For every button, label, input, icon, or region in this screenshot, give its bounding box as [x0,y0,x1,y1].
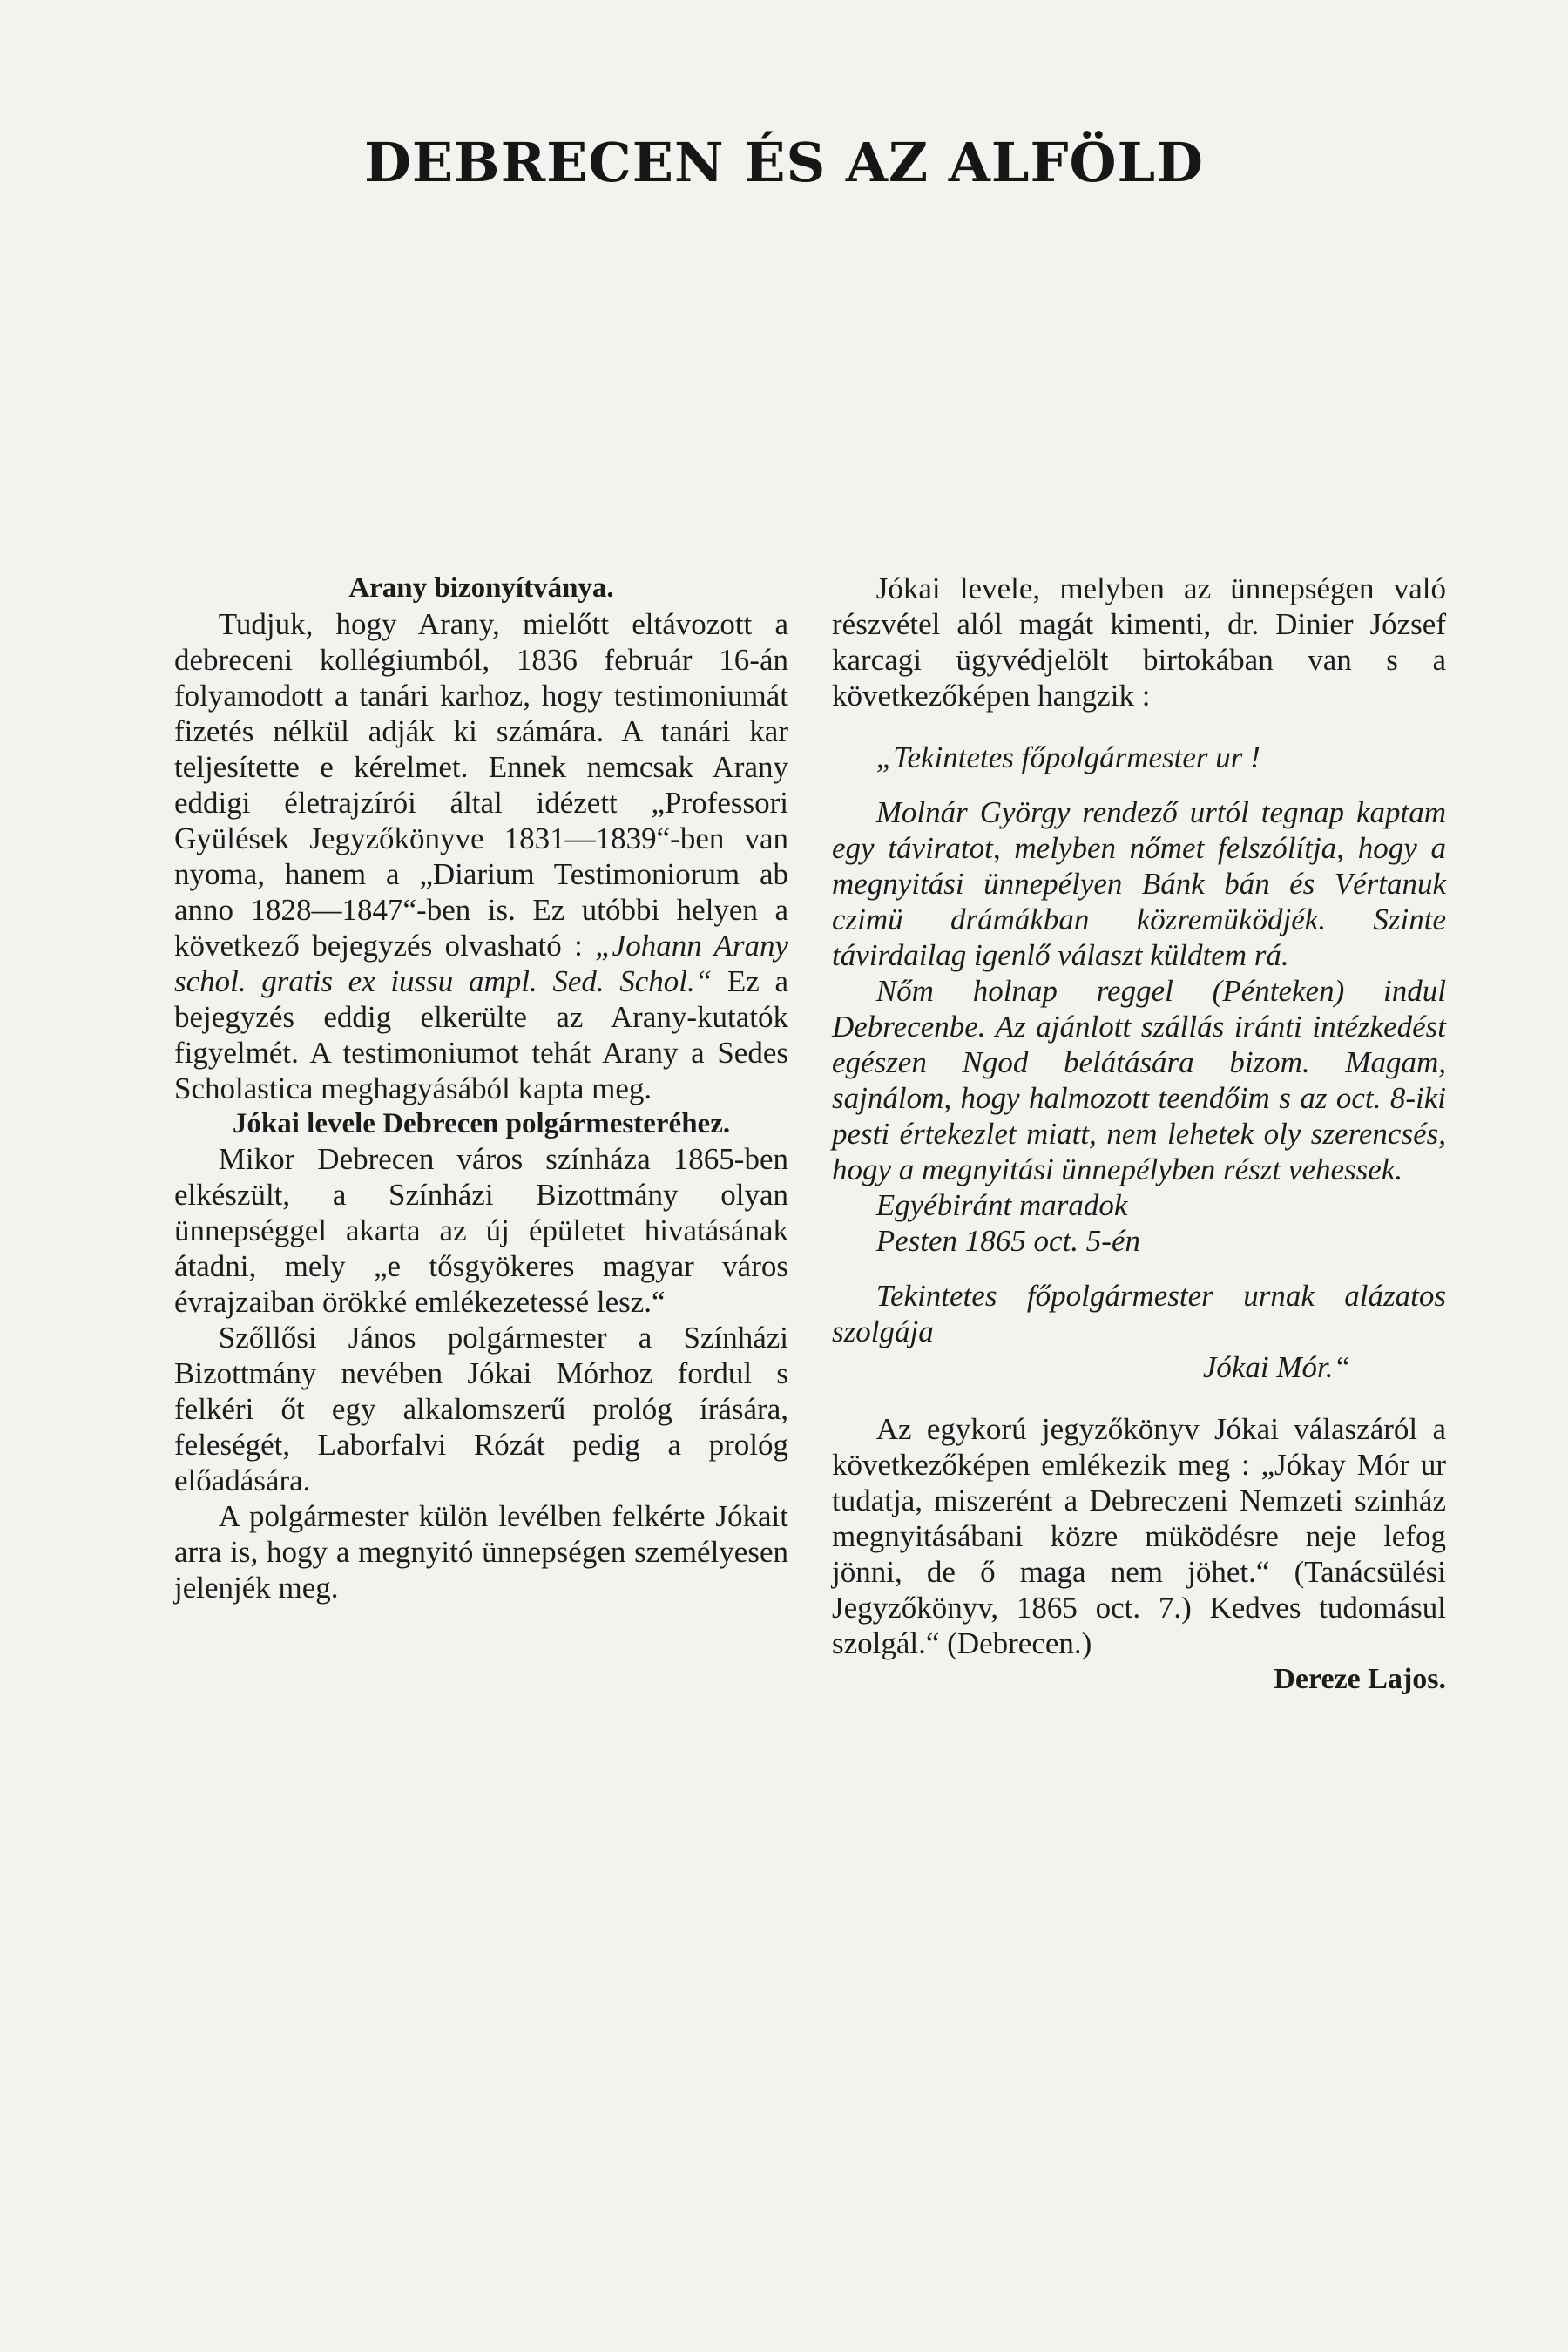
paragraph-arany [174,606,788,1106]
paragraph-mayor: Szőllősi János polgármester a Színházi Bizottmány nevében Jókai Mórhoz fordul s felkéri őt egy alkalomszerű prológ írására, feleségét, Laborfalvi Rózát pedig a prológ előadására. [174,1321,788,1497]
latin-quote: „Johann Arany schol. gratis ex iussu ampl. Sed. Schol.“ [174,929,788,998]
paragraph-theatre: Mikor Debrecen város színháza 1865-ben elkészült, a Színházi Bizottmány olyan ünnepséggel akarta az új épületet hivatásának átadni, mely „e tősgyökeres magyar város évrajzaiban örökké emlékezetessé lesz.“ [174,1142,788,1319]
section-heading-arany: Arany bizonyítványa. [348,572,614,604]
right-column [832,571,1446,1697]
letter-salutation: „Tekintetes főpolgármester ur ! [875,740,1260,774]
letter-paragraph-3: Egyébiránt maradok [875,1188,1128,1222]
paragraph-arany-text-2: Ez a bejegyzés eddig elkerülte az Arany-kutatók figyelmét. A testimoniumot tehát Arany a Sedes Scholastica meghagyásából kapta meg. [174,964,788,1105]
letter-paragraph-1: Molnár György rendező urtól tegnap kaptam egy táviratot, melyben nőmet felszólítja, hogy a megnyitási ünnepélyen Bánk bán és Vértanuk czimü drámákban közremüködjék. Szinte távirdailag igenlő választ küldtem rá. [832,795,1446,972]
paragraph-arany-text-1: Tudjuk, hogy Arany, mielőtt eltávozott a debreceni kollégiumból, 1836 február 16-án folyamodott a tanári karhoz, hogy testimoniumát fizetés nélkül adják ki számára. A tanári kar teljesítette e kérelmet. Ennek nemcsak Arany eddigi életrajzírói által idézett „Professori Gyülések Jegyzőkönyve 1831—1839“-ben van nyoma, hanem a „Diarium Testimoniorum ab anno 1828—1847“-ben is. Ez utóbbi helyen a következő bejegyzés olvasható : [174,607,788,963]
author-signature: Dereze Lajos. [1274,1663,1446,1695]
letter-closing: Tekintetes főpolgármester urnak alázatos szolgája [832,1279,1446,1348]
paragraph-minutes: Az egykorú jegyzőkönyv Jókai válaszáról a következőképen emlékezik meg : „Jókay Mór ur tudatja, miszerént a Debreczeni Nemzeti szinház megnyitásábani közre müködésre neje lefog jönni, de ő maga nem jöhet.“ (Tanácsülési Jegyzőkönyv, 1865 oct. 7.) Kedves tudomásul szolgál.“ (Debrecen.) [832,1412,1446,1660]
letter-date: Pesten 1865 oct. 5-én [875,1224,1140,1258]
paragraph-invitation: A polgármester külön levélben felkérte Jókait arra is, hogy a megnyitó ünnepségen személyesen jelenjék meg. [174,1499,788,1605]
left-column [174,571,788,1605]
section-heading-jokai: Jókai levele Debrecen polgármesteréhez. [232,1108,731,1139]
page-title: DEBRECEN ÉS AZ ALFÖLD [364,131,1204,194]
paragraph-letter-intro: Jókai levele, melyben az ünnepségen való részvétel alól magát kimenti, dr. Dinier József karcagi ügyvédjelölt birtokában van s a következőképen hangzik : [832,571,1446,713]
letter-signature: Jókai Mór.“ [1202,1350,1350,1384]
letter-paragraph-2: Nőm holnap reggel (Pénteken) indul Debrecenbe. Az ajánlott szállás iránti intézkedést egészen Ngod belátására bizom. Magam, sajnálom, hogy halmozott teendőim s az oct. 8-iki pesti értekezlet miatt, nem lehetek oly szerencsés, hogy a megnyitási ünnepélyben részt vehessek. [832,974,1446,1186]
